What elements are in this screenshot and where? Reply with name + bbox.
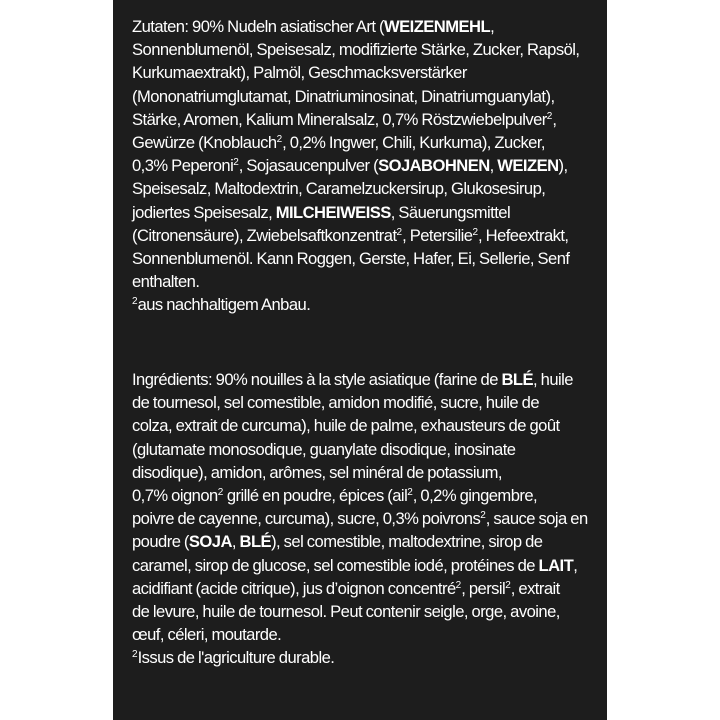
text-line bbox=[132, 177, 602, 200]
text-segment: Gewürze (Knoblauch bbox=[132, 133, 277, 153]
text-line bbox=[132, 484, 602, 507]
text-line bbox=[132, 438, 602, 461]
footnote-marker: 2 bbox=[472, 226, 479, 238]
text-line bbox=[132, 554, 602, 577]
text-segment: , bbox=[573, 555, 578, 575]
text-segment: , huile bbox=[533, 370, 573, 389]
text-segment: , 0,2% gingembre, bbox=[412, 486, 538, 506]
allergen-text: BLÉ bbox=[239, 532, 272, 552]
text-segment: Zutaten: 90% Nudeln asiatischer Art ( bbox=[132, 17, 385, 36]
text-segment: grillé en poudre, épices (ail bbox=[223, 486, 408, 506]
text-line bbox=[132, 15, 602, 38]
text-segment: 0,3% Peperoni bbox=[132, 156, 234, 176]
text-line bbox=[132, 85, 602, 108]
text-segment: enthalten. bbox=[132, 272, 200, 292]
text-segment: ), bbox=[558, 156, 568, 176]
text-segment: , persil bbox=[461, 578, 506, 598]
ingredients-label-panel bbox=[113, 0, 607, 720]
text-segment: Kurkumaextrakt), Palmöl, Geschmacksverstärker bbox=[132, 63, 467, 83]
text-line bbox=[132, 646, 602, 669]
text-segment: poudre ( bbox=[132, 532, 189, 552]
allergen-text: SOJA bbox=[188, 532, 232, 552]
text-segment: colza, extrait de curcuma), huile de palme, exhausteurs de goût bbox=[132, 416, 560, 436]
text-segment: , bbox=[552, 109, 557, 129]
text-segment: , Hefeextrakt, bbox=[478, 225, 569, 245]
text-segment: , bbox=[489, 156, 498, 176]
text-line bbox=[132, 224, 602, 247]
text-segment: caramel, sirop de glucose, sel comestible iodé, protéines de bbox=[132, 555, 539, 575]
text-segment: , Sojasaucenpulver ( bbox=[238, 156, 379, 176]
text-segment: poivre de cayenne, curcuma), sucre, 0,3% poivrons bbox=[132, 509, 481, 529]
text-segment: (Mononatriumglutamat, Dinatriuminosinat, Dinatriumguanylat), bbox=[132, 86, 555, 106]
text-line bbox=[132, 368, 602, 391]
text-segment: de levure, huile de tournesol. Peut contenir seigle, orge, avoine, bbox=[132, 602, 560, 622]
text-segment: , bbox=[490, 17, 495, 36]
text-line bbox=[132, 391, 602, 414]
text-line bbox=[132, 108, 602, 131]
text-line bbox=[132, 461, 602, 484]
text-segment: jodiertes Speisesalz, bbox=[132, 202, 276, 222]
text-segment: disodique), amidon, arômes, sel minéral de potassium, bbox=[132, 462, 502, 482]
text-line bbox=[132, 61, 602, 84]
text-segment: ), sel comestible, maltodextrine, sirop de bbox=[271, 532, 543, 552]
text-segment: , Säuerungsmittel bbox=[390, 202, 511, 222]
footnote-marker: 2 bbox=[505, 579, 511, 591]
text-line bbox=[132, 38, 602, 61]
footnote-marker: 2 bbox=[217, 487, 224, 499]
footnote-marker: 2 bbox=[546, 110, 553, 122]
text-segment: Ingrédients: 90% nouilles à la style asiatique (farine de bbox=[132, 370, 502, 389]
text-line bbox=[132, 507, 602, 530]
text-segment: aus nachhaltigem Anbau. bbox=[137, 295, 311, 315]
text-segment: (Citronensäure), Zwiebelsaftkonzentrat bbox=[132, 225, 397, 245]
text-line bbox=[132, 530, 602, 553]
text-line bbox=[132, 623, 602, 646]
text-line bbox=[132, 201, 602, 224]
text-segment: , Petersilie bbox=[402, 225, 473, 245]
allergen-text: SOJABOHNEN bbox=[378, 156, 490, 176]
text-line bbox=[132, 577, 602, 600]
footnote-marker: 2 bbox=[233, 157, 239, 169]
text-segment: Speisesalz, Maltodextrin, Caramelzuckersirup, Glukosesirup, bbox=[132, 179, 546, 199]
text-segment: Sonnenblumenöl, Speisesalz, modifizierte Stärke, Zucker, Rapsöl, bbox=[132, 40, 580, 60]
text-line bbox=[132, 154, 602, 177]
german-ingredients bbox=[132, 15, 602, 317]
text-line bbox=[132, 131, 602, 154]
footnote-marker: 2 bbox=[276, 134, 283, 146]
text-segment: , 0,2% Ingwer, Chili, Kurkuma), Zucker, bbox=[282, 133, 545, 153]
text-segment: Issus de l'agriculture durable. bbox=[137, 648, 335, 668]
text-line bbox=[132, 600, 602, 623]
text-segment: Stärke, Aromen, Kalium Mineralsalz, 0,7% Röstzwiebelpulver bbox=[132, 109, 547, 129]
footnote-marker: 2 bbox=[132, 296, 138, 308]
text-segment: œuf, céleri, moutarde. bbox=[132, 625, 282, 645]
text-segment: acidifiant (acide citrique), jus d’oignon concentré bbox=[132, 578, 456, 598]
text-segment: de tournesol, sel comestible, amidon modifié, sucre, huile de bbox=[132, 393, 540, 413]
text-line bbox=[132, 293, 602, 316]
text-segment: , sauce soja en bbox=[485, 509, 588, 529]
footnote-marker: 2 bbox=[455, 579, 462, 591]
text-segment: Sonnenblumenöl. Kann Roggen, Gerste, Hafer, Ei, Sellerie, Senf bbox=[132, 249, 570, 269]
allergen-text: LAIT bbox=[538, 555, 574, 575]
text-segment: (glutamate monosodique, guanylate disodique, inosinate bbox=[132, 439, 516, 459]
text-line bbox=[132, 247, 602, 270]
allergen-text: BLÉ bbox=[501, 370, 534, 389]
footnote-marker: 2 bbox=[480, 510, 486, 522]
french-ingredients bbox=[132, 368, 602, 670]
text-line bbox=[132, 414, 602, 437]
allergen-text: MILCHEIWEISS bbox=[275, 202, 391, 222]
text-segment: , bbox=[231, 532, 240, 552]
text-segment: 0,7% oignon bbox=[132, 486, 218, 506]
allergen-text: WEIZENMEHL bbox=[384, 17, 491, 36]
text-segment: , extrait bbox=[510, 578, 560, 598]
allergen-text: WEIZEN bbox=[497, 156, 559, 176]
footnote-marker: 2 bbox=[407, 487, 413, 499]
footnote-marker: 2 bbox=[396, 226, 403, 238]
footnote-marker: 2 bbox=[132, 649, 138, 661]
text-line bbox=[132, 270, 602, 293]
